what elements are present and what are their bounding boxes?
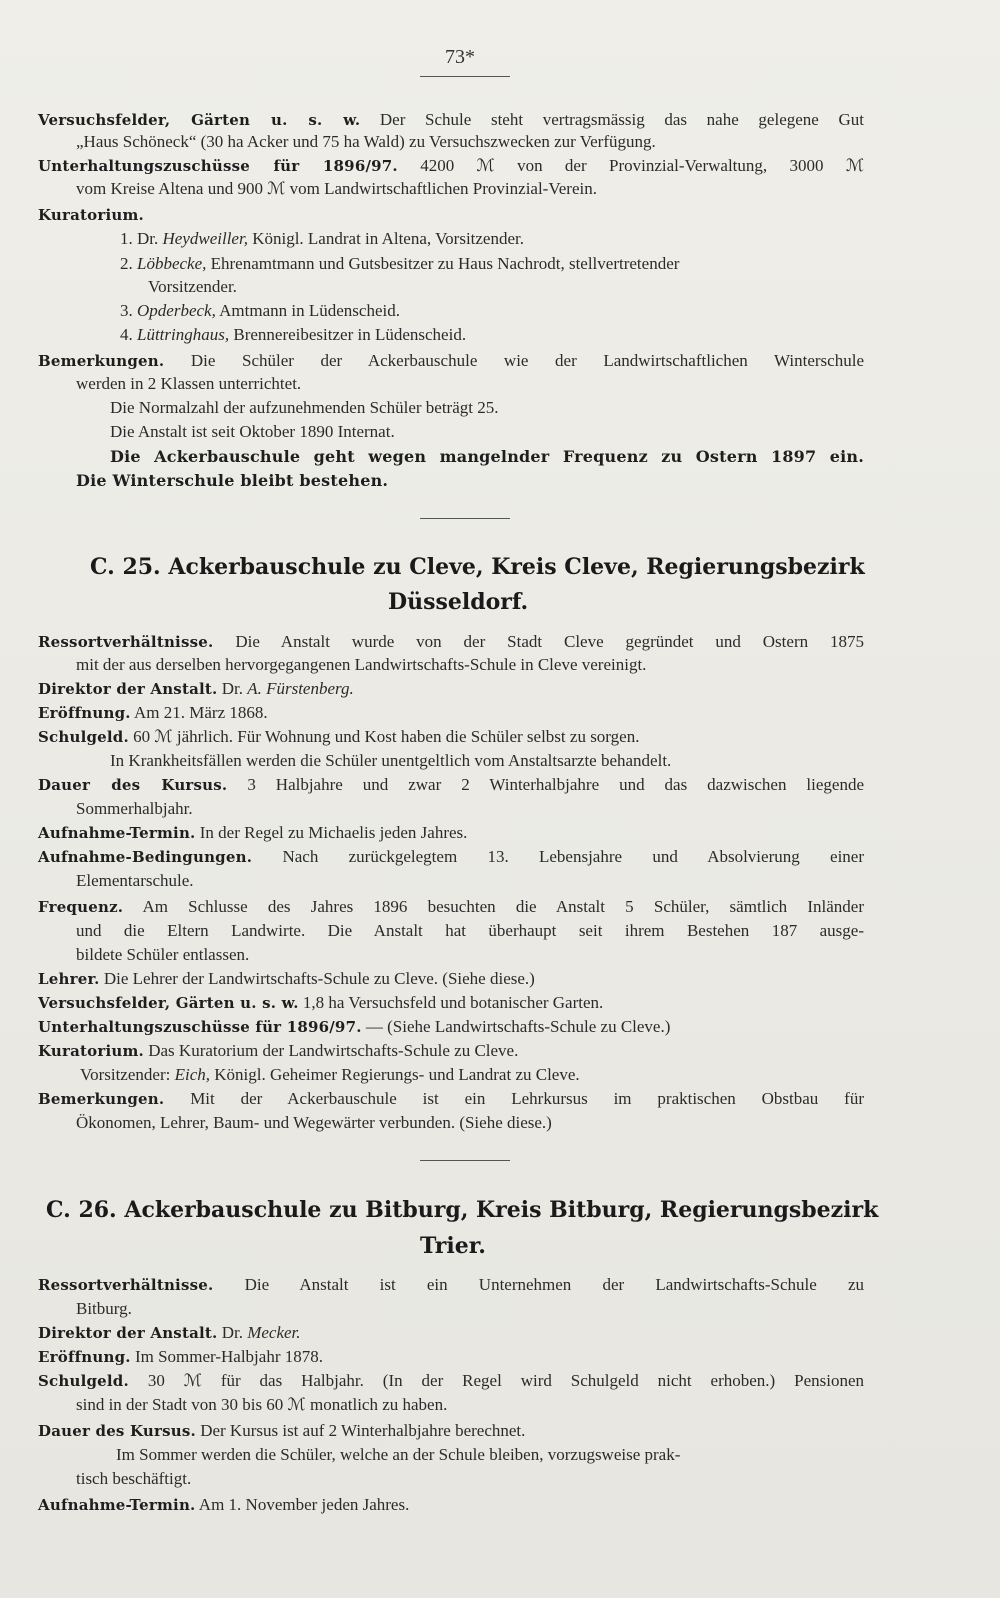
kuratorium-member-1: 1. Dr. Heydweiller, Königl. Landrat in Altena, Vorsitzender. <box>120 229 524 248</box>
label: Bemerkungen. <box>38 352 165 370</box>
top-bemerkungen-line6: Die Winterschule bleibt bestehen. <box>76 471 389 490</box>
label: Dauer des Kursus. <box>38 776 228 794</box>
c25-schulgeld: Schulgeld. 60 ℳ jährlich. Für Wohnung und Kost haben die Schüler selbst zu sorgen. <box>38 727 640 746</box>
label: Eröffnung. <box>38 1348 131 1366</box>
label: Bemerkungen. <box>38 1090 165 1108</box>
label: Ressortverhältnisse. <box>38 1276 214 1294</box>
kuratorium-member-4: 4. Lüttringhaus, Brennereibesitzer in Lüdenscheid. <box>120 325 467 344</box>
label: Frequenz. <box>38 898 124 916</box>
c25-vorsitzender: Vorsitzender: Eich, Königl. Geheimer Regierungs- und Landrat zu Cleve. <box>80 1065 580 1084</box>
c25-schulgeld-line2: In Krankheitsfällen werden die Schüler unentgeltlich vom Anstaltsarzte behandelt. <box>110 751 672 770</box>
text: 4200 ℳ von der Provinzial-Verwaltung, 3000 ℳ <box>420 156 865 175</box>
label: Versuchsfelder, Gärten u. s. w. <box>38 111 361 129</box>
c25-aufnahme-bed-line2: Elementarschule. <box>76 871 194 890</box>
page-number: 73* <box>445 46 475 68</box>
label: Direktor der Anstalt. <box>38 680 218 698</box>
label: Ressortverhältnisse. <box>38 633 214 651</box>
kuratorium-member-2-cont: Vorsitzender. <box>148 277 237 296</box>
c25-dauer-line2: Sommerhalbjahr. <box>76 799 193 818</box>
c25-versuchsfelder: Versuchsfelder, Gärten u. s. w. 1,8 ha Versuchsfeld und botanischer Garten. <box>38 993 604 1012</box>
top-bemerkungen-line3: Die Normalzahl der aufzunehmenden Schüler beträgt 25. <box>110 398 499 417</box>
c26-schulgeld-line2: sind in der Stadt von 30 bis 60 ℳ monatlich zu haben. <box>76 1395 448 1414</box>
c25-ressort-line2: mit der aus derselben hervorgegangenen Landwirtschafts-Schule in Cleve vereinigt. <box>76 655 647 674</box>
text: Die Anstalt ist ein Unternehmen der Landwirtschafts-Schule zu <box>244 1275 864 1294</box>
c25-frequenz-line3: bildete Schüler entlassen. <box>76 945 250 964</box>
label: Dauer des Kursus. <box>38 1422 196 1440</box>
top-bemerkungen-line5: Die Ackerbauschule geht wegen mangelnder Frequenz zu Ostern 1897 ein. <box>110 447 864 466</box>
label: Aufnahme-Termin. <box>38 824 196 842</box>
label: Lehrer. <box>38 970 100 988</box>
top-kuratorium-label: Kuratorium. <box>38 206 144 224</box>
top-zuschuesse-line2: vom Kreise Altena und 900 ℳ vom Landwirtschaftlichen Provinzial-Verein. <box>76 179 597 198</box>
c26-ressort <box>38 1274 864 1296</box>
label: Direktor der Anstalt. <box>38 1324 218 1342</box>
c25-frequenz-line2: und die Eltern Landwirte. Die Anstalt hat überhaupt seit ihrem Bestehen 187 ausge- <box>76 921 864 940</box>
label: Schulgeld. <box>38 1372 129 1390</box>
c25-ressort <box>38 631 864 653</box>
top-zuschuesse <box>38 155 864 177</box>
top-bemerkungen-line4: Die Anstalt ist seit Oktober 1890 Internat. <box>110 422 395 441</box>
c25-zuschuesse: Unterhaltungszuschüsse für 1896/97. — (Siehe Landwirtschafts-Schule zu Cleve.) <box>38 1017 671 1036</box>
text: Der Schule steht vertragsmässig das nahe gelegene Gut <box>379 110 864 129</box>
c25-kuratorium: Kuratorium. Das Kuratorium der Landwirtschafts-Schule zu Cleve. <box>38 1041 519 1060</box>
c26-schulgeld <box>38 1370 864 1392</box>
c25-bemerkungen-line2: Ökonomen, Lehrer, Baum- und Wegewärter verbunden. (Siehe diese.) <box>76 1113 552 1132</box>
label: Aufnahme-Bedingungen. <box>38 848 253 866</box>
c26-heading: C. 26. Ackerbauschule zu Bitburg, Kreis Bitburg, Regierungsbezirk <box>46 1197 879 1223</box>
c25-eroeffnung: Eröffnung. Am 21. März 1868. <box>38 703 268 722</box>
section-divider-2 <box>420 1160 510 1161</box>
kuratorium-member-2: 2. Löbbecke, Ehrenamtmann und Gutsbesitzer zu Haus Nachrodt, stellvertretender <box>120 254 680 273</box>
c25-heading: C. 25. Ackerbauschule zu Cleve, Kreis Cleve, Regierungsbezirk <box>90 554 865 580</box>
text: Nach zurückgelegtem 13. Lebensjahre und Absolvierung einer <box>282 847 865 866</box>
kuratorium-member-3: 3. Opderbeck, Amtmann in Lüdenscheid. <box>120 301 400 320</box>
c26-dauer: Dauer des Kursus. Der Kursus ist auf 2 Winterhalbjahre berechnet. <box>38 1421 526 1440</box>
c26-ressort-line2: Bitburg. <box>76 1299 132 1318</box>
c25-aufnahme-bed <box>38 846 864 868</box>
text: 3 Halbjahre und zwar 2 Winterhalbjahre und das dazwischen liegende <box>247 775 865 794</box>
c25-lehrer: Lehrer. Die Lehrer der Landwirtschafts-Schule zu Cleve. (Siehe diese.) <box>38 969 535 988</box>
text: Mit der Ackerbauschule ist ein Lehrkursus im praktischen Obstbau für <box>190 1089 864 1108</box>
c26-aufnahme-termin: Aufnahme-Termin. Am 1. November jeden Jahres. <box>38 1495 410 1514</box>
c25-direktor: Direktor der Anstalt. Dr. A. Fürstenberg. <box>38 679 354 698</box>
top-versuchsfelder <box>38 109 864 131</box>
top-bemerkungen-line2: werden in 2 Klassen unterrichtet. <box>76 374 302 393</box>
page-number-rule <box>420 76 510 77</box>
c26-dauer-line2: Im Sommer werden die Schüler, welche an der Schule bleiben, vorzugsweise prak- <box>116 1445 681 1464</box>
label: Eröffnung. <box>38 704 131 722</box>
c25-bemerkungen <box>38 1088 864 1110</box>
top-bemerkungen <box>38 350 864 372</box>
c25-dauer <box>38 774 864 796</box>
c25-frequenz <box>38 896 864 918</box>
c26-eroeffnung: Eröffnung. Im Sommer-Halbjahr 1878. <box>38 1347 323 1366</box>
label: Schulgeld. <box>38 728 129 746</box>
c25-heading-region: Düsseldorf. <box>388 589 529 615</box>
label: Unterhaltungszuschüsse für 1896/97. <box>38 157 398 175</box>
label: Kuratorium. <box>38 1042 144 1060</box>
c26-heading-region: Trier. <box>420 1233 486 1259</box>
text: Die Schüler der Ackerbauschule wie der Landwirtschaftlichen Winterschule <box>190 351 864 370</box>
text: 30 ℳ für das Halbjahr. (In der Regel wird Schulgeld nicht erhoben.) Pensionen <box>147 1371 864 1390</box>
text: Die Anstalt wurde von der Stadt Cleve gegründet und Ostern 1875 <box>235 632 864 651</box>
label: Unterhaltungszuschüsse für 1896/97. <box>38 1018 362 1036</box>
text: Am Schlusse des Jahres 1896 besuchten die Anstalt 5 Schüler, sämtlich Inländer <box>142 897 864 916</box>
c25-aufnahme-termin: Aufnahme-Termin. In der Regel zu Michaelis jeden Jahres. <box>38 823 468 842</box>
label: Aufnahme-Termin. <box>38 1496 196 1514</box>
label: Versuchsfelder, Gärten u. s. w. <box>38 994 299 1012</box>
top-versuchsfelder-line2: „Haus Schöneck“ (30 ha Acker und 75 ha Wald) zu Versuchszwecken zur Verfügung. <box>76 132 656 151</box>
c26-direktor: Direktor der Anstalt. Dr. Mecker. <box>38 1323 301 1342</box>
c26-dauer-line3: tisch beschäftigt. <box>76 1469 192 1488</box>
section-divider <box>420 518 510 519</box>
